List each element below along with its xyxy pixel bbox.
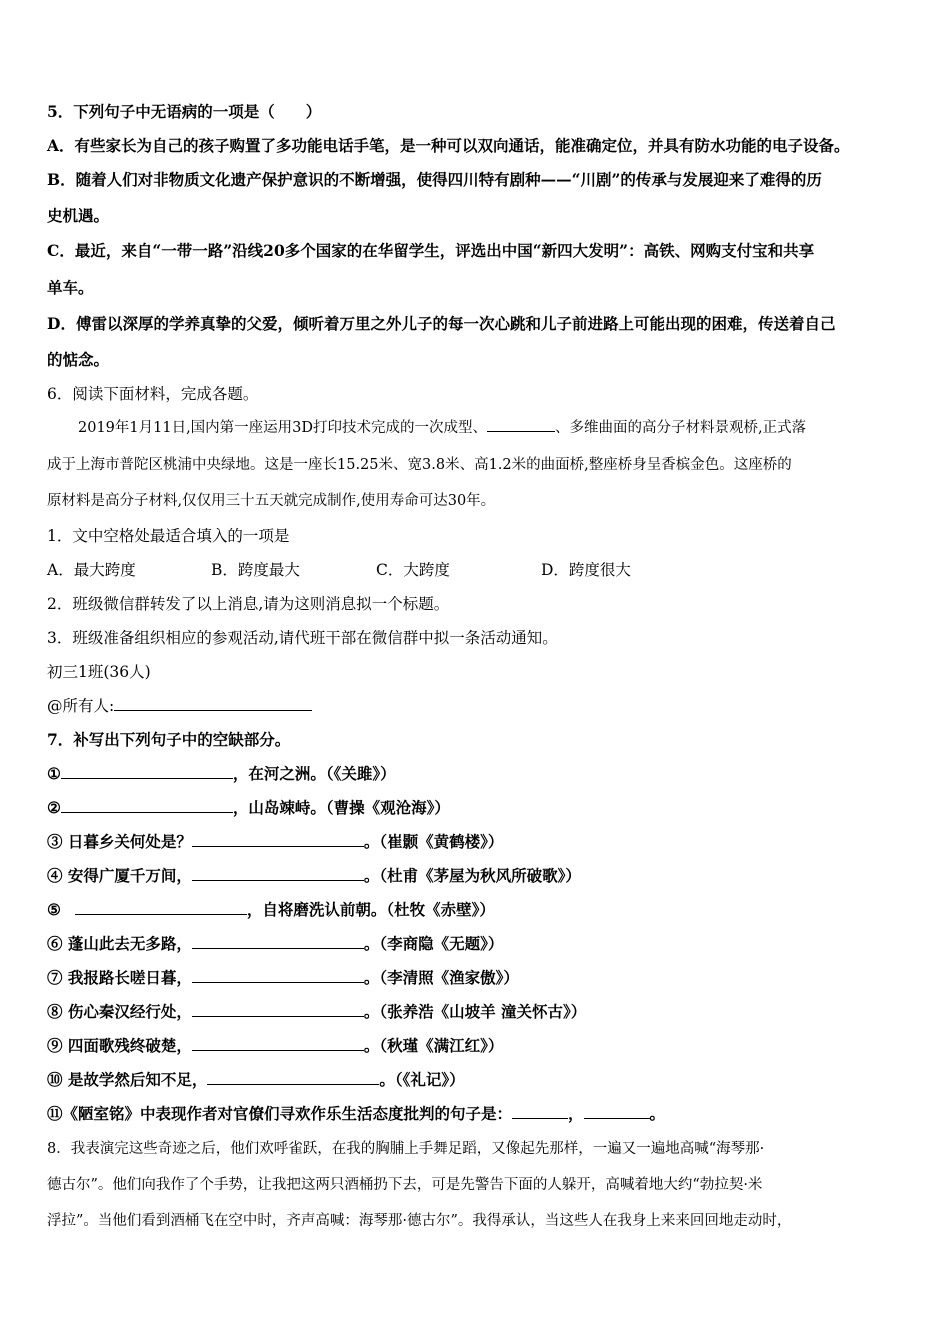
q6-option-a: A．最大跨度 (47, 561, 136, 579)
q7-item-5-text: ，自将磨洗认前朝。（杜牧《赤壁》） (246, 900, 495, 919)
q7-item-2-marker: ② (47, 798, 61, 817)
q6-stem: 6．阅读下面材料，完成各题。 (47, 385, 259, 403)
q7-item-6 (47, 933, 503, 955)
q7-item-7-blank (192, 968, 364, 983)
q6-option-d: D．跨度很大 (541, 561, 631, 579)
q5-stem: 5．下列句子中无语病的一项是（ ） (47, 102, 322, 121)
q6-passage-line3: 原材料是高分子材料,仅仅用三十五天就完成制作,使用寿命可达30年。 (47, 493, 496, 509)
q7-item-3 (47, 831, 503, 853)
q6-sub3: 3．班级准备组织相应的参观活动,请代班干部在微信群中拟一条活动通知。 (47, 629, 558, 647)
q7-item-8-blank (192, 1002, 364, 1017)
q8-line1: 8．我表演完这些奇迹之后，他们欢呼雀跃，在我的胸脯上手舞足蹈，又像起先那样，一遍又一遍地高喊“海琴那· (47, 1141, 765, 1157)
q7-item-11-mid: ， (568, 1104, 584, 1123)
q7-item-1 (47, 763, 396, 785)
q6-at-all (47, 695, 312, 717)
q6-option-c: C．大跨度 (376, 561, 450, 579)
q7-item-5-head: ⑤ (47, 900, 61, 919)
q7-item-9-blank (192, 1036, 364, 1051)
q7-item-10-blank (207, 1070, 379, 1085)
q7-item-7-text: 。（李清照《渔家傲》） (363, 968, 519, 987)
q6-option-b: B．跨度最大 (211, 561, 300, 579)
q7-item-6-head: ⑥ 蓬山此去无多路， (47, 934, 192, 953)
q7-item-8 (47, 1001, 586, 1023)
q6-passage-line1-a: 2019年1月11日,国内第一座运用3D打印技术完成的一次成型、 (78, 420, 488, 436)
q6-at-all-blank (114, 696, 312, 711)
q6-passage-line1-b: 、多维曲面的高分子材料景观桥,正式落 (555, 420, 807, 436)
q7-item-1-blank (61, 764, 233, 779)
q7-item-10-text: 。（《礼记》） (379, 1070, 465, 1089)
q7-stem: 7．补写出下列句子中的空缺部分。 (47, 730, 291, 749)
q7-item-11-text: 。 (649, 1104, 666, 1123)
q5-option-c-line2: 单车。 (47, 278, 94, 297)
q7-item-2-text: ，山岛竦峙。（曹操《观沧海》） (232, 798, 450, 817)
q6-at-all-label: @所有人: (47, 697, 115, 715)
q5-option-d-line1: D．傅雷以深厚的学养真挚的父爱，倾听着万里之外儿子的每一次心跳和儿子前进路上可能出现的困难，传送着自己 (47, 314, 836, 333)
q6-sub2: 2．班级微信群转发了以上消息,请为这则消息拟一个标题。 (47, 595, 450, 613)
q7-item-1-marker: ① (47, 764, 61, 783)
q7-item-3-blank (192, 832, 364, 847)
q7-item-11-head: ⑪《陋室铭》中表现作者对官僚们寻欢作乐生活态度批判的句子是： (47, 1104, 513, 1123)
q7-item-3-head: ③ 日暮乡关何处是？ (47, 832, 192, 851)
q7-item-11-blank-1 (512, 1104, 568, 1119)
q8-line3: 浮拉”。当他们看到酒桶飞在空中时，齐声高喊：海琴那·德古尔”。我得承认，当这些人在我身上来来回回地走动时， (47, 1213, 792, 1229)
q5-option-b-line2: 史机遇。 (47, 206, 110, 225)
q7-item-6-text: 。（李商隐《无题》） (363, 934, 504, 953)
q7-item-4-blank (192, 866, 364, 881)
q7-item-3-text: 。（崔颢《黄鹤楼》） (363, 832, 504, 851)
q7-item-1-text: ，在河之洲。（《关雎》） (232, 764, 396, 783)
q7-item-5 (47, 899, 495, 921)
q7-item-9-head: ⑨ 四面歌残终破楚， (47, 1036, 192, 1055)
q6-passage-line1 (78, 417, 806, 439)
q6-sub1: 1．文中空格处最适合填入的一项是 (47, 527, 290, 545)
q7-item-7 (47, 967, 519, 989)
q7-item-6-blank (192, 934, 364, 949)
q7-item-9-text: 。（秋瑾《满江红》） (363, 1036, 504, 1055)
q7-item-8-text: 。（张养浩《山坡羊 潼关怀古》） (363, 1002, 587, 1021)
q7-item-11-blank-2 (584, 1104, 650, 1119)
q5-option-a: A．有些家长为自己的孩子购置了多功能电话手笔，是一种可以双向通话，能准确定位，并具有防水功能的电子设备。 (47, 136, 850, 155)
q6-passage-line2: 成于上海市普陀区桃浦中央绿地。这是一座长15.25米、宽3.8米、高1.2米的曲面桥,整座桥身呈香槟金色。这座桥的 (47, 457, 792, 473)
q5-option-c-line1: C．最近，来自“一带一路”沿线20多个国家的在华留学生，评选出中国“新四大发明”：高铁、网购支付宝和共享 (47, 241, 815, 260)
q5-option-b-line1: B．随着人们对非物质文化遗产保护意识的不断增强，使得四川特有剧种——“川剧”的传承与发展迎来了难得的历 (47, 170, 822, 189)
q6-group-name: 初三1班(36人) (47, 663, 151, 681)
q7-item-8-head: ⑧ 伤心秦汉经行处， (47, 1002, 192, 1021)
q7-item-4 (47, 865, 581, 887)
q7-item-4-text: 。（杜甫《茅屋为秋风所破歌》） (363, 866, 581, 885)
q7-item-11 (47, 1103, 665, 1125)
q7-item-2 (47, 797, 450, 819)
q7-item-4-head: ④ 安得广厦千万间， (47, 866, 192, 885)
q6-blank (487, 417, 555, 432)
q5-option-d-line2: 的惦念。 (47, 350, 110, 369)
q7-item-9 (47, 1035, 503, 1057)
q7-item-2-blank (61, 798, 233, 813)
q7-item-10 (47, 1069, 465, 1091)
q7-item-7-head: ⑦ 我报路长嗟日暮， (47, 968, 192, 987)
q7-item-10-head: ⑩ 是故学然后知不足， (47, 1070, 208, 1089)
q8-line2: 德古尔”。他们向我作了个手势，让我把这两只酒桶扔下去，可是先警告下面的人躲开，高喊着地大约“勃拉契·米 (47, 1177, 763, 1193)
q7-item-5-blank (75, 900, 247, 915)
